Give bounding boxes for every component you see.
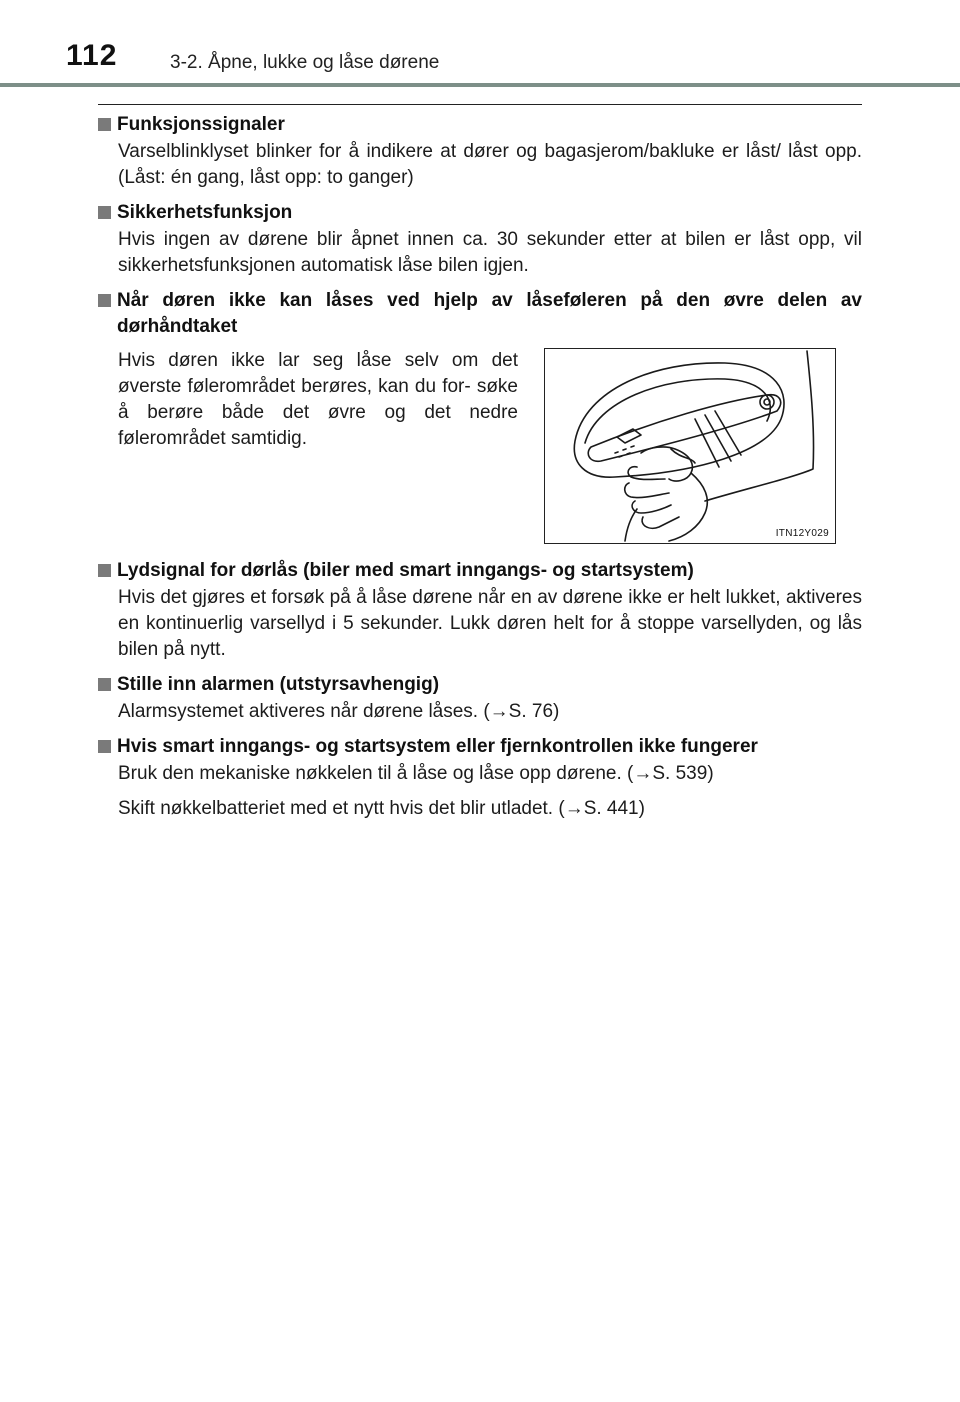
section-lasefoler [98,288,862,544]
page-content [98,112,862,831]
paragraph: Hvis ingen av dørene blir åpnet innen ca. 30 sekunder etter at bilen er låst opp, vil sikkerhetsfunksjonen automatisk låse bilen igjen. [118,229,862,276]
paragraph: Bruk den mekaniske nøkkelen til å låse og låse opp dørene. (→S. 539) [118,763,714,784]
section-heading-text: Når døren ikke kan låses ved hjelp av låseføleren på den øvre delen av dørhåndtaket [117,290,862,337]
section-heading-text: Stille inn alarmen (utstyrsavhengig) [117,674,440,695]
section-alarm [98,672,862,725]
figure-code: ITN12Y029 [775,528,829,539]
section-heading [98,558,862,584]
section-fjernkontroll [98,734,862,822]
square-bullet-icon [98,294,111,307]
section-heading-text: Funksjonssignaler [117,114,285,135]
page-header [0,0,960,90]
section-heading [98,112,862,138]
section-sikkerhetsfunksjon [98,200,862,279]
square-bullet-icon [98,740,111,753]
door-handle-drawing [545,349,835,543]
door-handle-illustration [544,348,836,544]
section-heading-text: Hvis smart inngangs- og startsystem eller fjernkontrollen ikke fungerer [117,736,758,757]
section-heading [98,672,862,698]
section-heading-text: Sikkerhetsfunksjon [117,202,293,223]
paragraph: Alarmsystemet aktiveres når dørene låses. (→S. 76) [118,701,560,722]
paragraph: Varselblinklyset blinker for å indikere at dører og bagasjerom/bakluke er låst/ låst opp. (Låst: én gang, låst opp: to ganger) [118,141,862,188]
square-bullet-icon [98,118,111,131]
header-rule [0,83,960,87]
paragraph: Hvis døren ikke lar seg låse selv om det øverste følerområdet berøres, kan du for- søke å berøre både det øvre og det nedre følerområdet samtidig. [118,350,518,449]
section-funksjonssignaler [98,112,862,191]
paragraph: Hvis det gjøres et forsøk på å låse dørene når en av dørene ikke er helt lukket, aktiveres en kontinuerlig varsellyd i 5 sekunder. Lukk døren helt for å stoppe varsellyden, og lås bilen på nytt. [118,587,862,660]
square-bullet-icon [98,678,111,691]
section-heading [98,734,862,760]
square-bullet-icon [98,206,111,219]
section-lydsignal [98,558,862,663]
section-heading-text: Lydsignal for dørlås (biler med smart inngangs- og startsystem) [117,560,694,581]
square-bullet-icon [98,564,111,577]
section-heading [98,288,862,340]
section-heading [98,200,862,226]
page-number: 112 [66,39,118,72]
text-with-figure [98,348,862,544]
content-top-rule [98,104,862,105]
chapter-title: 3-2. Åpne, lukke og låse dørene [170,52,440,73]
paragraph: Skift nøkkelbatteriet med et nytt hvis det blir utladet. (→S. 441) [118,798,645,819]
